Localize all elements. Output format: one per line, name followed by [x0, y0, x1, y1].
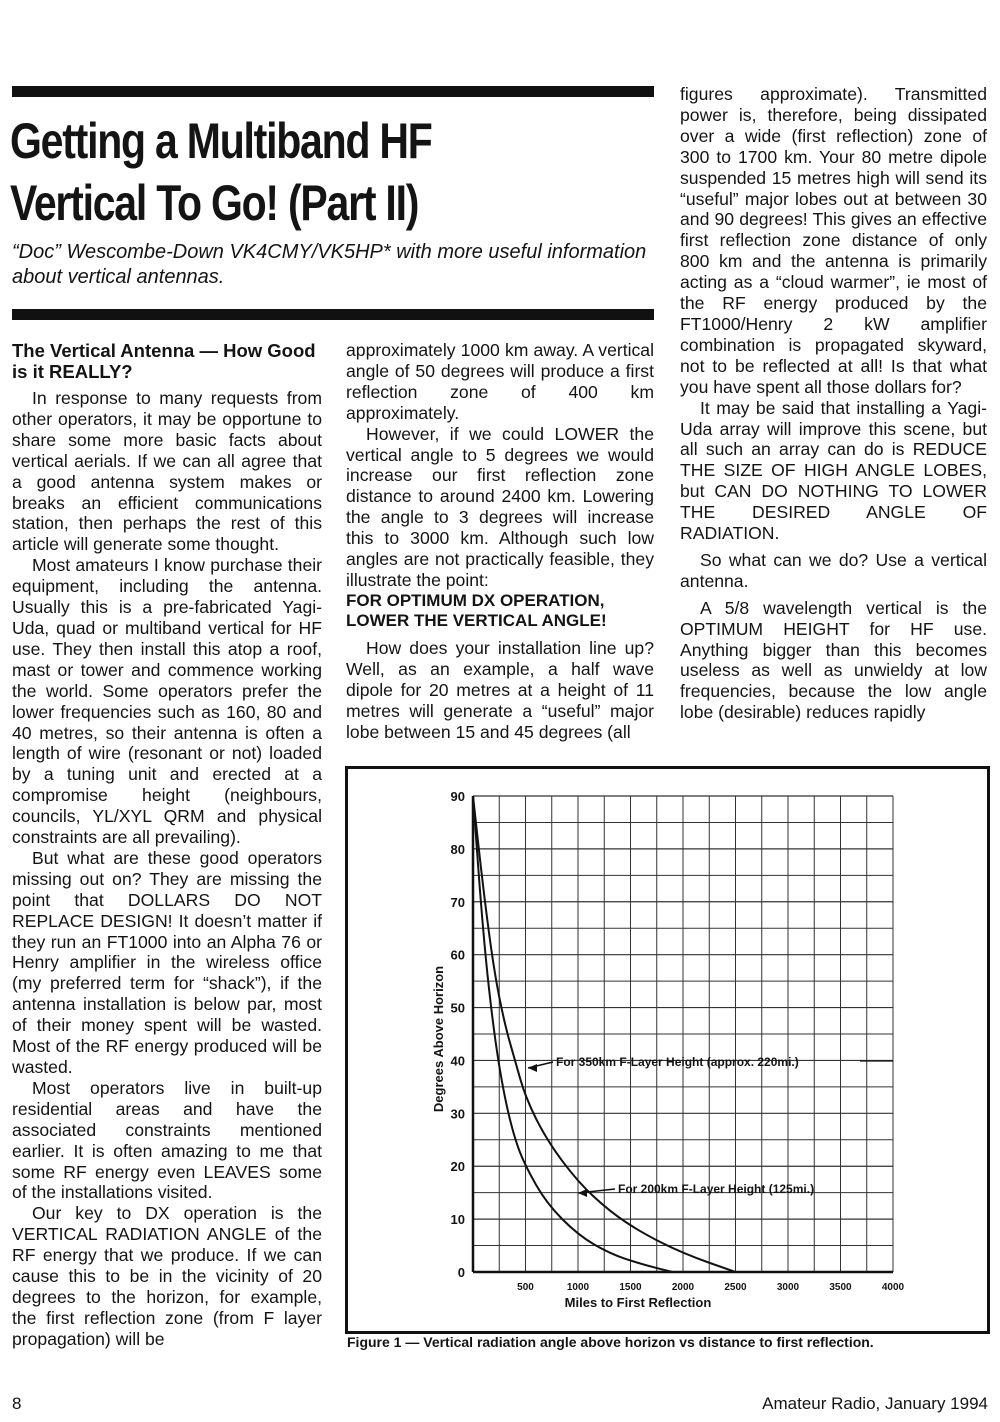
x-tick-label: 4000 — [881, 1282, 905, 1293]
paragraph: Most operators live in built-up residential areas and have the associated constraints mentioned earlier. It is often amazing to me that some RF energy even LEAVES some of the installations visited. — [12, 1077, 322, 1203]
paragraph: Most amateurs I know purchase their equipment, including the antenna. Usually this is a pre-fabricated Yagi-Uda, quad or multiband vertical for HF use. They then install this atop a roof, mast or tower and commence working the world. Some operators prefer the lower frequencies such as 160, 80 and 40 metres, so their antenna is often a length of wire (resonant or not) loaded by a tuning unit and erected at a compromise height (neighbours, councils, YL/XYL QRM and physical constraints are all prevailing). — [12, 555, 322, 848]
publication-name: Amateur Radio, January 1994 — [762, 1394, 988, 1413]
series-annotation: For 350km F-Layer Height (approx. 220mi.) — [556, 1055, 799, 1069]
y-tick-label: 30 — [450, 1106, 465, 1122]
chart-axes — [451, 789, 905, 1293]
paragraph: So what can we do? Use a vertical antenna. — [680, 549, 987, 591]
emphasis-statement: FOR OPTIMUM DX OPERATION, LOWER THE VERTICAL ANGLE! — [346, 590, 607, 631]
x-tick-label: 3500 — [829, 1282, 852, 1293]
x-tick-label: 1000 — [566, 1282, 590, 1293]
chart-labels — [528, 1055, 893, 1197]
article-subtitle: “Doc” Wescombe-Down VK4CMY/VK5HP* with more useful information about vertical antennas. — [12, 241, 647, 288]
section-heading: The Vertical Antenna — How Good is it REALLY? — [12, 340, 316, 382]
paragraph: figures approximate). Transmitted power is, therefore, being dissipated over a wide (first reflection) zone of 300 to 1700 km. Your 80 metre dipole suspended 15 metres high will send its “useful” major lobes out at between 30 and 90 degrees! This gives an effective first reflection zone distance of only 800 km and the antenna is primarily acting as a “cloud warmer”, ie most of the RF energy produced by the FT1000/Henry 2 kW amplifier combination is propagated skyward, not to be reflected at all! Is that what you have spent all those dollars for? — [680, 84, 987, 397]
article-title: Getting a Multiband HF Vertical To Go! (Part II) — [10, 113, 432, 231]
annotation-arrowhead — [578, 1189, 587, 1197]
column-3 — [680, 84, 987, 723]
figure-caption-text: — Vertical radiation angle above horizon vs distance to first reflection. — [401, 1334, 874, 1350]
series-annotation: For 200km F-Layer Height (125mi.) — [618, 1182, 815, 1196]
paragraph: Our key to DX operation is the VERTICAL RADIATION ANGLE of the RF energy that we produce. If we can cause this to be in the vicinity of 20 degrees to the horizon, for example, the first reflection zone (from F layer propagation) will be — [12, 1203, 322, 1349]
paragraph: approximately 1000 km away. A vertical angle of 50 degrees will produce a first reflection zone of 400 km approximately. — [346, 340, 654, 423]
x-tick-label: 500 — [517, 1282, 534, 1293]
paragraph: However, if we could LOWER the vertical angle to 5 degrees we would increase our first reflection zone distance to around 2400 km. Lowering the angle to 3 degrees will increase this to 3000 km. Although such low angles are not practically feasible, they illustrate the point: — [346, 423, 654, 590]
y-tick-label: 80 — [450, 841, 465, 857]
x-tick-label: 3000 — [776, 1282, 800, 1293]
mid-rule — [12, 309, 654, 320]
figure-label: Figure 1 — [347, 1334, 402, 1350]
radiation-angle-chart — [348, 769, 987, 1331]
paragraph: But what are these good operators missing out on? They are missing the point that DOLLARS DO NOT REPLACE DESIGN! It doesn’t matter if they run an FT1000 into an Alpha 76 or Henry amplifier in the wireless office (my preferred term for “shack”), if the antenna installation is below par, most of their money spent will be wasted. Most of the RF energy produced will be wasted. — [12, 847, 322, 1077]
paragraph: How does your installation line up? Well, as an example, a half wave dipole for 20 metres at a height of 11 metres will generate a “useful” major lobe between 15 and 45 degrees (all — [346, 637, 654, 742]
y-tick-label: 40 — [450, 1053, 465, 1069]
y-tick-label: 10 — [450, 1212, 465, 1228]
figure-caption — [347, 1334, 987, 1351]
figure-1 — [345, 766, 990, 1334]
y-tick-label: 50 — [450, 1000, 465, 1016]
annotation-arrowhead — [528, 1064, 537, 1072]
chart-grid — [473, 796, 893, 1272]
x-tick-label: 2500 — [724, 1282, 747, 1293]
y-tick-label: 70 — [450, 894, 465, 910]
y-axis-title: Degrees Above Horizon — [431, 965, 446, 1113]
paragraph: In response to many requests from other operators, it may be opportune to share some more basic facts about vertical aerials. If we can all agree that a good antenna system makes or breaks an efficient communications station, then perhaps the rest of this article will generate some thought. — [12, 388, 322, 555]
page-number: 8 — [12, 1394, 22, 1413]
column-2 — [346, 340, 654, 742]
x-tick-label: 2000 — [671, 1282, 695, 1293]
x-tick-label: 1500 — [619, 1282, 642, 1293]
y-tick-label: 90 — [450, 789, 465, 804]
y-tick-label: 0 — [457, 1265, 465, 1280]
column-1 — [12, 340, 322, 1350]
x-axis-title: Miles to First Reflection — [564, 1295, 712, 1310]
paragraph: It may be said that installing a Yagi-Uda array will improve this scene, but all such an array can do is REDUCE THE SIZE OF HIGH ANGLE LOBES, but CAN DO NOTHING TO LOWER THE DESIRED ANGLE OF RADIATION. — [680, 397, 987, 544]
y-tick-label: 20 — [450, 1159, 465, 1175]
y-tick-label: 60 — [450, 947, 465, 963]
paragraph: A 5/8 wavelength vertical is the OPTIMUM HEIGHT for HF use. Anything bigger than this becomes useless as well as unwieldy at low frequencies, because the low angle lobe (desirable) reduces rapidly — [680, 597, 987, 723]
top-rule — [12, 86, 654, 97]
